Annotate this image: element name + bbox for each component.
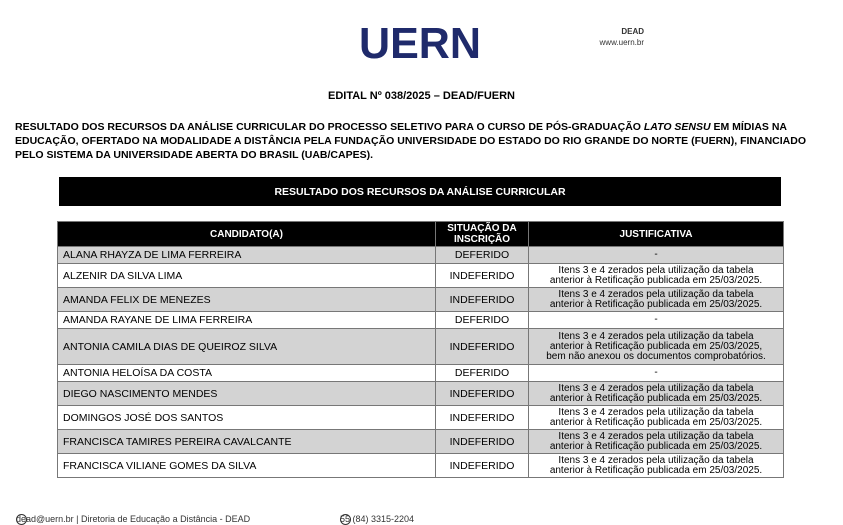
- inscription-status: INDEFERIDO: [436, 406, 529, 430]
- inscription-status: DEFERIDO: [436, 312, 529, 329]
- section-banner: RESULTADO DOS RECURSOS DA ANÁLISE CURRICULAR: [59, 177, 781, 206]
- candidate-name: ANTONIA CAMILA DIAS DE QUEIROZ SILVA: [58, 329, 436, 365]
- uern-logo: [358, 22, 482, 62]
- footer-phone-text: 55 (84) 3315-2204: [340, 514, 415, 524]
- justification: [529, 454, 784, 478]
- heading-part2: EM MÍDIAS NA EDUCAÇÃO, OFERTADO NA MODALIDADE A DISTÂNCIA PELA FUNDAÇÃO UNIVERSIDADE DO ESTADO DO RIO GRANDE DO NORTE (FUERN), FINANCIADO PELO SISTEMA DA UNIVERSIDADE ABERTA DO BRASIL (UAB/CAPES).: [15, 121, 806, 161]
- edital-title: EDITAL Nº 038/2025 – DEAD/FUERN: [328, 90, 515, 102]
- justification: [529, 365, 784, 382]
- table-row: [58, 430, 784, 454]
- candidate-name: ALZENIR DA SILVA LIMA: [58, 264, 436, 288]
- table-row: [58, 264, 784, 288]
- inscription-status: DEFERIDO: [436, 247, 529, 264]
- justification: [529, 430, 784, 454]
- justification: [529, 406, 784, 430]
- justification-line: -: [654, 249, 658, 260]
- header-situacao: [436, 222, 529, 247]
- justification-line: bem não anexou os documentos comprobatórios.: [546, 350, 766, 362]
- candidate-name: DOMINGOS JOSÉ DOS SANTOS: [58, 406, 436, 430]
- justification-line: anterior à Retificação publicada em 25/03/2025.: [549, 298, 763, 310]
- table-header-row: [58, 222, 784, 247]
- table-row: [58, 247, 784, 264]
- justification-line: anterior à Retificação publicada em 25/03/2025.: [549, 274, 763, 286]
- justification-line: -: [654, 314, 658, 325]
- table-row: [58, 382, 784, 406]
- candidate-name: DIEGO NASCIMENTO MENDES: [58, 382, 436, 406]
- candidate-name: FRANCISCA VILIANE GOMES DA SILVA: [58, 454, 436, 478]
- justification: [529, 382, 784, 406]
- justification-line: anterior à Retificação publicada em 25/03/2025,: [549, 340, 763, 352]
- table-row: [58, 288, 784, 312]
- justification-line: anterior à Retificação publicada em 25/03/2025.: [549, 392, 763, 404]
- header-candidato: CANDIDATO(A): [58, 222, 436, 247]
- justification: [529, 312, 784, 329]
- justification: [529, 329, 784, 365]
- table-row: [58, 365, 784, 382]
- justification-line: anterior à Retificação publicada em 25/03/2025.: [549, 416, 763, 428]
- dead-label: DEAD: [621, 27, 644, 36]
- table-row: [58, 406, 784, 430]
- justification-line: Itens 3 e 4 zerados pela utilização da tabela: [558, 288, 754, 300]
- heading-part1: RESULTADO DOS RECURSOS DA ANÁLISE CURRICULAR DO PROCESSO SELETIVO PARA O CURSO DE PÓS-GRADUAÇÃO: [15, 121, 644, 133]
- logo-wordmark: UERN: [359, 22, 481, 62]
- justification-line: anterior à Retificação publicada em 25/03/2025.: [549, 464, 763, 476]
- justification: [529, 288, 784, 312]
- candidate-name: AMANDA RAYANE DE LIMA FERREIRA: [58, 312, 436, 329]
- header-situacao-line2: INSCRIÇÃO: [453, 234, 511, 245]
- header-situacao-line1: SITUAÇÃO DA: [447, 223, 517, 234]
- justification-line: Itens 3 e 4 zerados pela utilização da tabela: [558, 430, 754, 442]
- inscription-status: INDEFERIDO: [436, 329, 529, 365]
- dead-contact-block: [588, 26, 644, 48]
- website-link[interactable]: www.uern.br: [599, 38, 644, 47]
- candidate-name: ALANA RHAYZA DE LIMA FERREIRA: [58, 247, 436, 264]
- justification-line: Itens 3 e 4 zerados pela utilização da tabela: [558, 382, 754, 394]
- table-row: [58, 312, 784, 329]
- justification-line: Itens 3 e 4 zerados pela utilização da tabela: [558, 264, 754, 276]
- inscription-status: INDEFERIDO: [436, 430, 529, 454]
- justification-line: Itens 3 e 4 zerados pela utilização da tabela: [558, 330, 754, 342]
- candidate-name: AMANDA FELIX DE MENEZES: [58, 288, 436, 312]
- inscription-status: DEFERIDO: [436, 365, 529, 382]
- inscription-status: INDEFERIDO: [436, 454, 529, 478]
- inscription-status: INDEFERIDO: [436, 264, 529, 288]
- document-heading: [15, 120, 830, 162]
- header-justificativa: JUSTIFICATIVA: [529, 222, 784, 247]
- justification-line: Itens 3 e 4 zerados pela utilização da tabela: [558, 454, 754, 466]
- justification-line: Itens 3 e 4 zerados pela utilização da tabela: [558, 406, 754, 418]
- candidate-name: ANTONIA HELOÍSA DA COSTA: [58, 365, 436, 382]
- table-row: [58, 454, 784, 478]
- justification: [529, 247, 784, 264]
- candidate-name: FRANCISCA TAMIRES PEREIRA CAVALCANTE: [58, 430, 436, 454]
- table-row: [58, 329, 784, 365]
- results-table: [57, 221, 784, 478]
- justification-line: anterior à Retificação publicada em 25/03/2025.: [549, 440, 763, 452]
- justification-line: -: [654, 367, 658, 378]
- heading-italic: LATO SENSU: [643, 121, 711, 133]
- justification: [529, 264, 784, 288]
- inscription-status: INDEFERIDO: [436, 382, 529, 406]
- inscription-status: INDEFERIDO: [436, 288, 529, 312]
- footer-email-text: dead@uern.br | Diretoria de Educação a Distância - DEAD: [16, 514, 251, 524]
- table-body: [58, 247, 784, 478]
